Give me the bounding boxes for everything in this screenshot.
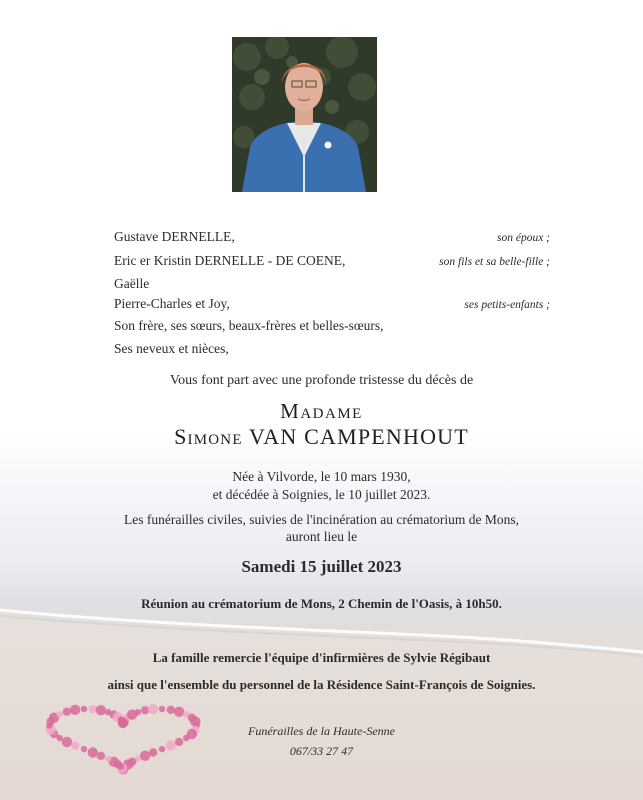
family-member-name: Son frère, ses sœurs, beaux-frères et belles-sœurs, [114,318,384,333]
deceased-name: Simone VAN CAMPENHOUT [174,424,469,449]
flower-heart-icon [38,698,208,778]
family-member-name: Eric er Kristin DERNELLE - DE COENE, [114,253,346,268]
funeral-info: Les funérailles civiles, suivies de l'incinération au crématorium de Mons, [124,512,519,527]
deceased-title: Madame [280,399,363,423]
family-member-relation: ses petits-enfants ; [464,299,550,311]
family-member-name: Pierre-Charles et Joy, [114,296,230,311]
portrait-photo [232,37,377,192]
thanks-line: ainsi que l'ensemble du personnel de la Résidence Saint-François de Soignies. [107,677,536,692]
family-member-name: Gustave DERNELLE, [114,229,235,244]
family-member-name: Ses neveux et nièces, [114,341,229,356]
family-member-relation: son époux ; [496,232,550,244]
family-member-relation: son fils et sa belle-fille ; [439,256,550,268]
thanks-line: La famille remercie l'équipe d'infirmières de Sylvie Régibaut [152,650,491,665]
announcement-intro: Vous font part avec une profonde tristesse du décès de [169,373,474,388]
funeral-date: Samedi 15 juillet 2023 [241,557,402,576]
meeting-info: Réunion au crématorium de Mons, 2 Chemin de l'Oasis, à 10h50. [141,596,502,611]
birth-info: Née à Vilvorde, le 10 mars 1930, [232,469,411,484]
funeral-info-continued: auront lieu le [285,529,358,544]
family-member-name: Gaëlle [114,276,150,291]
death-info: et décédée à Soignies, le 10 juillet 2023. [212,487,431,502]
funeral-home-phone: 067/33 27 47 [289,744,354,758]
funeral-home-name: Funérailles de la Haute-Senne [248,724,395,738]
